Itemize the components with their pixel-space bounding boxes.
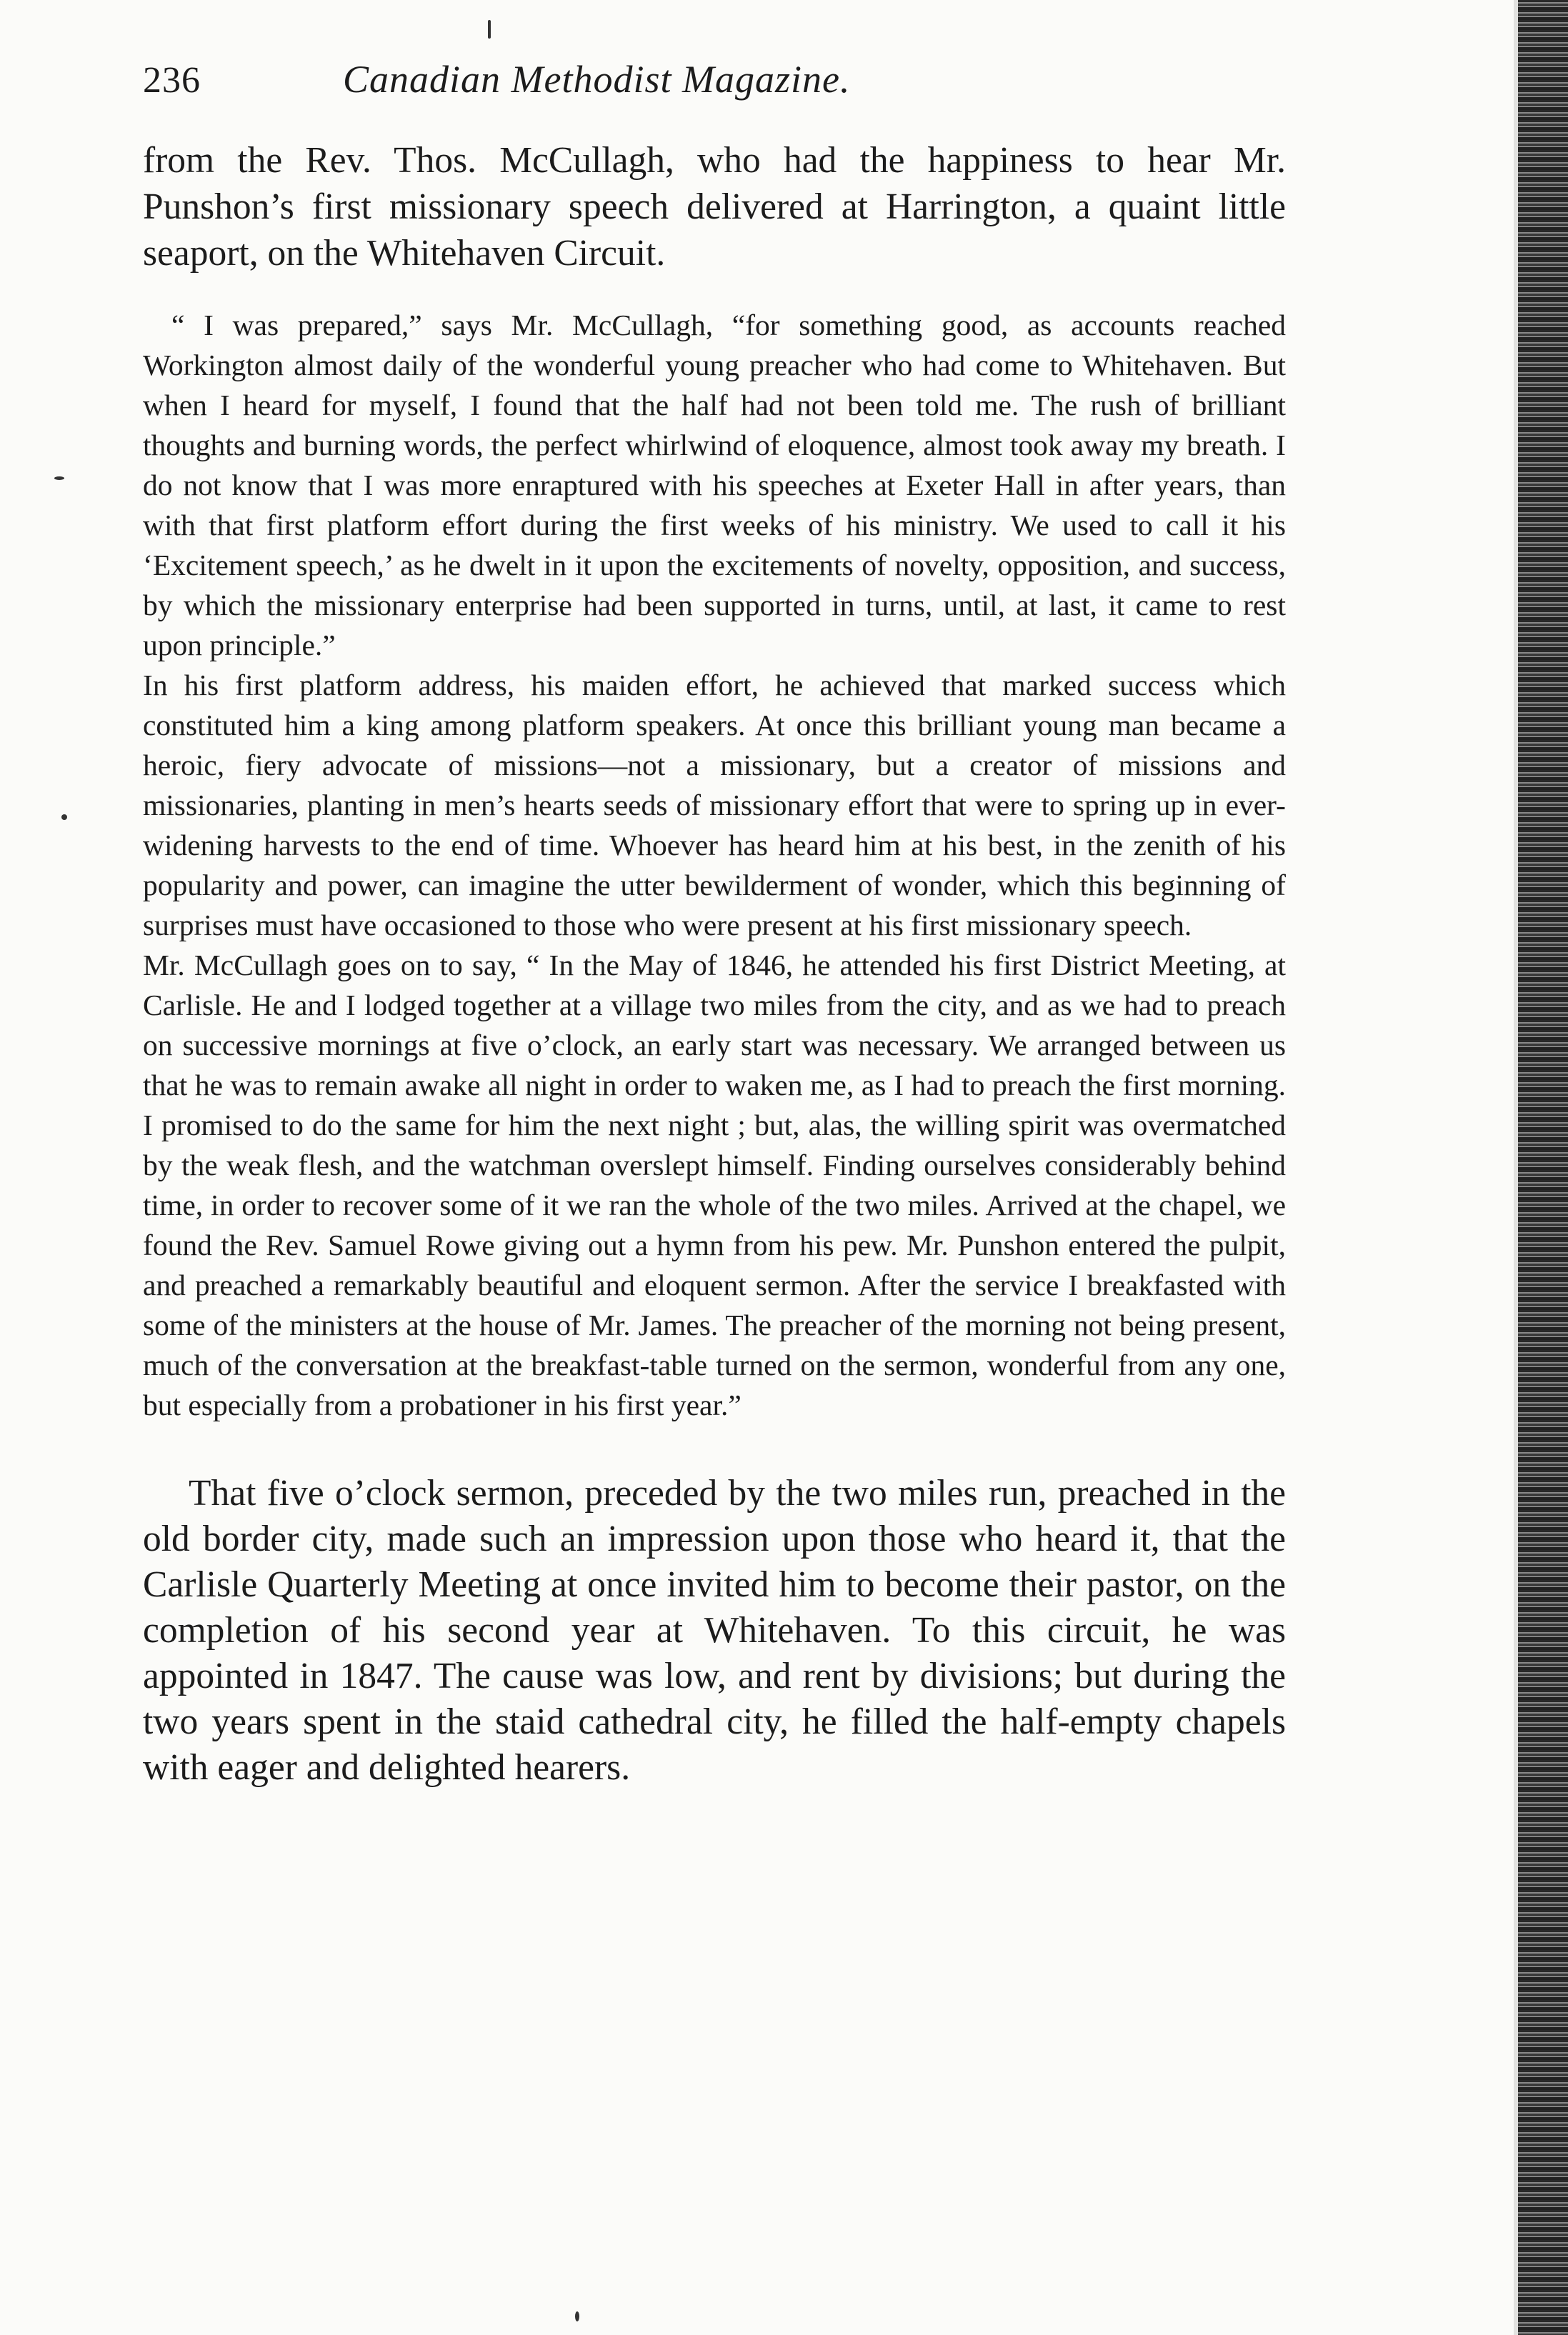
quote-paragraph: In his first platform address, his maiden effort, he achieved that marked success which constituted him a king among platform speakers. At once this brilliant young man became a heroic, fiery advocate of missions—not a missionary, but a creator of missions and missionaries, planting in men’s hearts seeds of missionary effort that were to spring up in ever-widening harvests to the end of time. Whoever has heard him at his best, in the zenith of his popularity and power, can imagine the utter bewilderment of wonder, which this beginning of surprises must have occasioned to those who were present at his first missionary speech. — [143, 669, 1286, 941]
lead-paragraph: from the Rev. Thos. McCullagh, who had the happiness to hear Mr. Punshon’s first missionary speech delivered at Harrington, a quaint little seaport, on the Whitehaven Circuit. — [143, 140, 1286, 274]
document-page — [143, 57, 1286, 1791]
scan-speck — [54, 476, 64, 480]
scan-speck — [488, 20, 491, 39]
quote-paragraph: “ I was prepared,” says Mr. McCullagh, “for something good, as accounts reached Workington almost daily of the wonderful young preacher who had come to Whitehaven. But when I heard for myself, I found that the half had not been told me. The rush of brilliant thoughts and burning words, the perfect whirlwind of eloquence, almost took away my breath. I do not know that I was more enraptured with his speeches at Exeter Hall in after years, than with that first platform effort during the first weeks of his ministry. We used to call it his ‘Excitement speech,’ as he dwelt in it upon the excitements of novelty, opposition, and success, by which the missionary enterprise had been supported in turns, until, at last, it came to rest upon principle.” — [143, 309, 1286, 661]
quote-paragraph: Mr. McCullagh goes on to say, “ In the May of 1846, he attended his first District Meeting, at Carlisle. He and I lodged together at a village two miles from the city, and as we had to preach on successive mornings at five o’clock, an early start was necessary. We arranged between us that he was to remain awake all night in order to waken me, as I had to preach the first morning. I promised to do the same for him the next night ; but, alas, the willing spirit was overmatched by the weak flesh, and the watchman overslept himself. Finding ourselves considerably behind time, in order to recover some of it we ran the whole of the two miles. Arrived at the chapel, we found the Rev. Samuel Rowe giving out a hymn from his pew. Mr. Punshon entered the pulpit, and preached a remarkably beautiful and eloquent sermon. After the service I breakfasted with some of the ministers at the house of Mr. James. The preacher of the morning not being present, much of the conversation at the breakfast-table turned on the sermon, wonderful from any one, but especially from a probationer in his first year.” — [143, 949, 1286, 1421]
closing-paragraph: That five o’clock sermon, preceded by the two miles run, preached in the old border city, made such an impression upon those who heard it, that the Carlisle Quarterly Meeting at once invited him to become their pastor, on the completion of his second year at Whitehaven. To this circuit, he was appointed in 1847. The cause was low, and rent by divisions; but during the two years spent in the staid cathedral city, he filled the half-empty chapels with eager and delighted hearers. — [143, 1473, 1286, 1788]
running-head — [143, 57, 1286, 121]
scan-speck — [575, 2311, 579, 2321]
journal-title: Canadian Methodist Magazine. — [343, 58, 851, 101]
scanned-binding-edge — [1518, 0, 1568, 2335]
scan-speck — [61, 814, 67, 820]
page-number: 236 — [143, 60, 201, 101]
